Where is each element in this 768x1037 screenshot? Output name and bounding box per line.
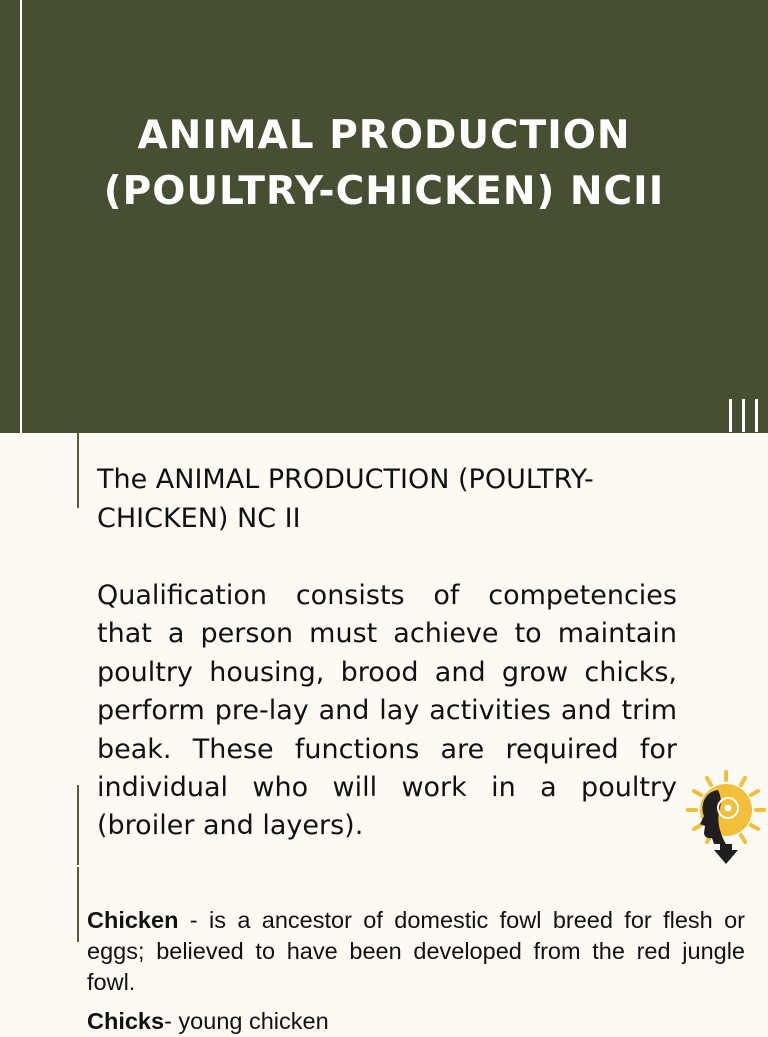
accent-bar-top bbox=[77, 433, 79, 508]
definition-text: - young chicken bbox=[164, 1008, 329, 1034]
accent-bar-middle bbox=[77, 785, 79, 865]
accent-bar-bottom bbox=[77, 867, 79, 942]
definition-item bbox=[87, 1006, 745, 1037]
intro-heading: The ANIMAL PRODUCTION (POULTRY-CHICKEN) NC II bbox=[97, 464, 594, 534]
slide-title-line1: ANIMAL PRODUCTION bbox=[137, 113, 631, 158]
definition-term: Chicken bbox=[87, 907, 179, 933]
slide-title-line2: (POULTRY-CHICKEN) NCII bbox=[103, 169, 665, 214]
definitions-list bbox=[87, 905, 745, 1037]
definition-term: Chicks bbox=[87, 1008, 165, 1034]
decorative-bars bbox=[727, 399, 761, 432]
intro-body: Qualification consists of competencies that a person must achieve to maintain poultry housing, brood and grow chicks, perform pre-lay and lay activities and trim beak. These functions are required for individual who will work in a poultry (broiler and layers). bbox=[97, 580, 677, 842]
definition-text: - is a ancestor of domestic fowl breed for flesh or eggs; believed to have been developed from the red jungle fowl. bbox=[87, 907, 745, 995]
title-slide bbox=[0, 0, 768, 433]
slide-title bbox=[0, 108, 768, 220]
definition-item bbox=[87, 905, 745, 998]
lightbulb-head-icon bbox=[686, 770, 766, 866]
